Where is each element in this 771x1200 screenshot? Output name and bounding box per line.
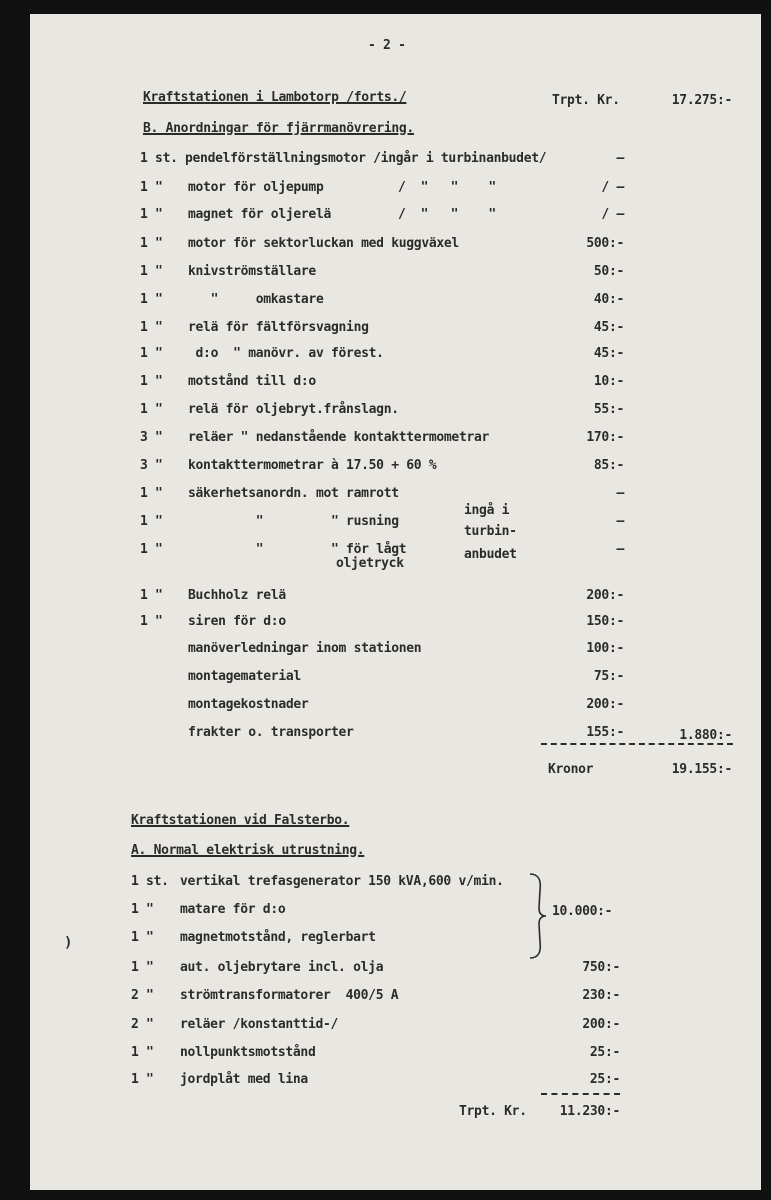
item-value: 25:- xyxy=(589,1045,620,1060)
item-value: 55:- xyxy=(593,402,624,417)
item-qty: 1 " xyxy=(131,902,154,917)
item-description: reläer /konstanttid-/ xyxy=(180,1017,339,1032)
item-qty: 1 " xyxy=(140,346,163,361)
item-qty: 1 " xyxy=(140,514,163,529)
item-description: motor för oljepump xyxy=(188,180,324,195)
item-value: 45:- xyxy=(593,346,624,361)
item-description: " omkastare xyxy=(188,292,324,307)
item-qty: 1 st. xyxy=(131,874,169,889)
included-note-line1: ingå i xyxy=(464,503,510,518)
item-description: " " för lågt xyxy=(188,542,407,557)
item-description: frakter o. transporter xyxy=(188,725,354,740)
item-qty: 1 " xyxy=(140,588,163,603)
item-value: 200:- xyxy=(582,1017,620,1032)
item-description: motstånd till d:o xyxy=(188,374,316,389)
item-ditto-note: / " " " xyxy=(398,207,496,222)
item-description: relä för fältförsvagning xyxy=(188,320,369,335)
item-description: nollpunktsmotstånd xyxy=(180,1045,316,1060)
item-qty: 1 " xyxy=(140,542,163,557)
item-description: matare för d:o xyxy=(180,902,286,917)
item-qty: 1 st. xyxy=(140,151,178,166)
item-description: montagekostnader xyxy=(188,697,309,712)
item-qty: 1 " xyxy=(131,1045,154,1060)
item-description: jordplåt med lina xyxy=(180,1072,308,1087)
item-value: 200:- xyxy=(586,697,624,712)
item-description: pendelförställningsmotor /ingår i turbinanbudet/ xyxy=(185,151,547,166)
item-value: 750:- xyxy=(582,960,620,975)
item-qty: 1 " xyxy=(140,207,163,222)
section2-title: Kraftstationen vid Falsterbo. xyxy=(131,813,350,828)
item-qty: 1 " xyxy=(131,960,154,975)
group-value: 10.000:- xyxy=(552,904,613,919)
item-value: / — xyxy=(601,207,624,222)
subtotal-rule xyxy=(541,743,733,745)
item-value: 45:- xyxy=(593,320,624,335)
item-qty: 1 " xyxy=(140,402,163,417)
section2-carry-label: Trpt. Kr. xyxy=(459,1104,527,1119)
included-note-line3: anbudet xyxy=(464,547,517,562)
item-value: — xyxy=(616,542,624,557)
item-value: / — xyxy=(601,180,624,195)
item-description: d:o " manövr. av förest. xyxy=(188,346,384,361)
item-description-cont: oljetryck xyxy=(336,556,404,571)
item-qty: 1 " xyxy=(140,614,163,629)
total-value: 19.155:- xyxy=(671,762,732,777)
item-qty: 1 " xyxy=(140,486,163,501)
item-qty: 2 " xyxy=(131,988,154,1003)
item-value: 75:- xyxy=(593,669,624,684)
item-value: 230:- xyxy=(582,988,620,1003)
item-value: 10:- xyxy=(593,374,624,389)
item-value: 50:- xyxy=(593,264,624,279)
item-qty: 3 " xyxy=(140,430,163,445)
section2-subtitle: A. Normal elektrisk utrustning. xyxy=(131,843,365,858)
item-description: kontakttermometrar à 17.50 + 60 % xyxy=(188,458,437,473)
item-qty: 1 " xyxy=(140,292,163,307)
item-description: manöverledningar inom stationen xyxy=(188,641,422,656)
item-description: motor för sektorluckan med kuggväxel xyxy=(188,236,459,251)
curly-brace-icon xyxy=(526,872,550,960)
item-description: magnetmotstånd, reglerbart xyxy=(180,930,376,945)
item-qty: 1 " xyxy=(140,374,163,389)
item-qty: 2 " xyxy=(131,1017,154,1032)
item-qty: 1 " xyxy=(140,264,163,279)
item-value: — xyxy=(616,514,624,529)
section2-carry-value: 11.230:- xyxy=(559,1104,620,1119)
total-label: Kronor xyxy=(548,762,594,777)
item-description: Buchholz relä xyxy=(188,588,286,603)
item-description: strömtransformatorer 400/5 A xyxy=(180,988,399,1003)
section1-subtotal: 1.880:- xyxy=(679,728,732,743)
item-description: säkerhetsanordn. mot ramrott xyxy=(188,486,399,501)
item-value: — xyxy=(616,151,624,166)
carry-label: Trpt. Kr. xyxy=(552,93,620,108)
item-description: " " rusning xyxy=(188,514,399,529)
item-value: 150:- xyxy=(586,614,624,629)
item-qty: 1 " xyxy=(140,180,163,195)
item-description: reläer " nedanstående kontakttermometrar xyxy=(188,430,490,445)
item-value: — xyxy=(616,486,624,501)
item-value: 500:- xyxy=(586,236,624,251)
item-description: knivströmställare xyxy=(188,264,316,279)
margin-mark: ) xyxy=(64,935,73,951)
item-value: 40:- xyxy=(593,292,624,307)
section2-rule xyxy=(541,1093,620,1095)
item-description: siren för d:o xyxy=(188,614,286,629)
item-qty: 1 " xyxy=(131,930,154,945)
section1-subtitle: B. Anordningar för fjärrmanövrering. xyxy=(143,121,414,136)
item-value: 100:- xyxy=(586,641,624,656)
item-description: aut. oljebrytare incl. olja xyxy=(180,960,384,975)
item-description: montagematerial xyxy=(188,669,301,684)
item-qty: 1 " xyxy=(140,320,163,335)
carry-value: 17.275:- xyxy=(671,93,732,108)
item-qty: 1 " xyxy=(131,1072,154,1087)
item-value: 200:- xyxy=(586,588,624,603)
item-qty: 3 " xyxy=(140,458,163,473)
item-value: 155:- xyxy=(586,725,624,740)
item-value: 25:- xyxy=(589,1072,620,1087)
section1-title: Kraftstationen i Lambotorp /forts./ xyxy=(143,90,407,105)
item-description: relä för oljebryt.frånslagn. xyxy=(188,402,399,417)
item-qty: 1 " xyxy=(140,236,163,251)
item-description: vertikal trefasgenerator 150 kVA,600 v/min. xyxy=(180,874,504,889)
item-description: magnet för oljerelä xyxy=(188,207,332,222)
page-number: - 2 - xyxy=(368,38,406,53)
item-value: 170:- xyxy=(586,430,624,445)
included-note-line2: turbin- xyxy=(464,524,517,539)
item-value: 85:- xyxy=(593,458,624,473)
item-ditto-note: / " " " xyxy=(398,180,496,195)
